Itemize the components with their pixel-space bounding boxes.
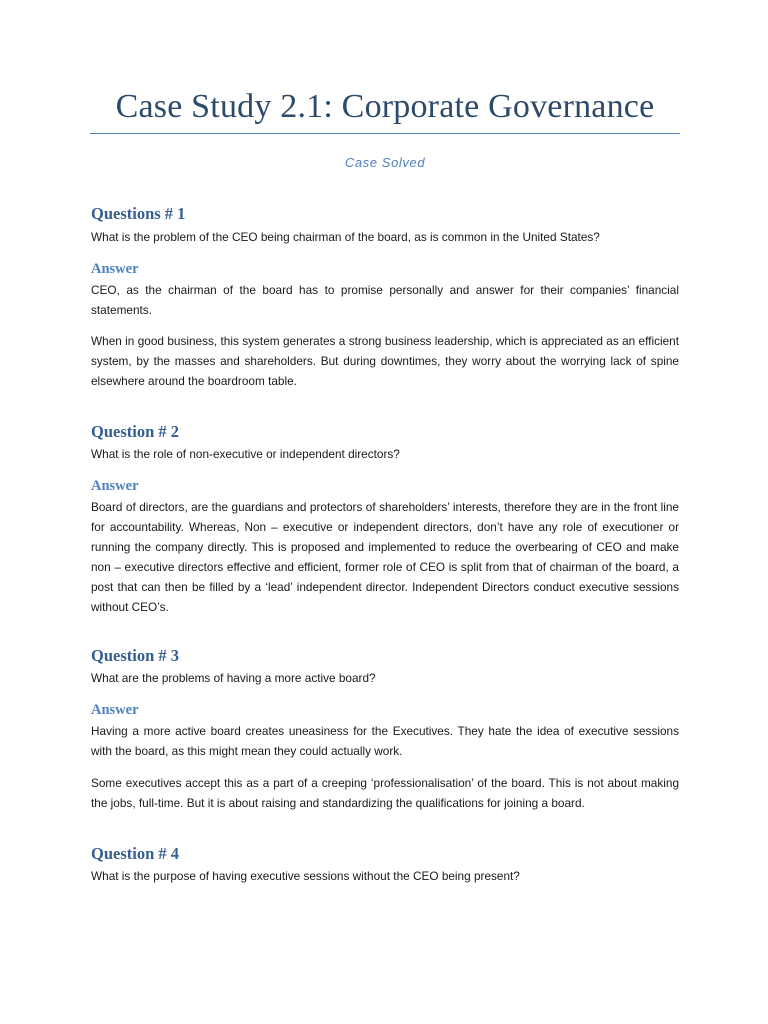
question-1-heading: Questions # 1 (91, 204, 186, 223)
answer-1-paragraph-1: CEO, as the chairman of the board has to promise personally and answer for their companies’ financial statements. (91, 283, 679, 317)
question-4-heading: Question # 4 (91, 844, 180, 863)
question-3-text: What are the problems of having a more active board? (91, 671, 376, 685)
answer-2-paragraph-1: Board of directors, are the guardians and protectors of shareholders’ interests, therefore they are in the front line for accountability. Whereas, Non – executive or independent directors, don’t have any role of executioner or running the company directly. This is proposed and implemented to reduce the overbearing of CEO and make non – executive directors effective and efficient, former role of CEO is split from that of chairman of the board, a post that can then be filled by a ‘lead’ independent director. Independent Directors conduct executive sessions without CEO’s. (91, 500, 679, 614)
answer-3-paragraph-1: Having a more active board creates uneasiness for the Executives. They hate the idea of executive sessions with the board, as this might mean they could actually work. (91, 724, 679, 758)
document-subtitle: Case Solved (344, 155, 426, 170)
title-divider (90, 133, 680, 134)
question-2-heading: Question # 2 (91, 422, 180, 441)
answer-2-heading: Answer (91, 478, 139, 494)
answer-1-heading: Answer (91, 261, 139, 277)
question-3-heading: Question # 3 (91, 646, 180, 665)
answer-3-heading: Answer (91, 702, 139, 718)
question-4-text: What is the purpose of having executive sessions without the CEO being present? (91, 869, 520, 883)
answer-1-paragraph-2: When in good business, this system generates a strong business leadership, which is appreciated as an efficient system, by the masses and shareholders. But during downtimes, they worry about the worrying lack of spine elsewhere around the boardroom table. (91, 334, 679, 388)
question-2-text: What is the role of non-executive or independent directors? (91, 447, 400, 461)
document-title: Case Study 2.1: Corporate Governance (115, 88, 655, 125)
answer-3-paragraph-2: Some executives accept this as a part of a creeping ‘professionalisation’ of the board. This is not about making the jobs, full-time. But it is about raising and standardizing the qualifications for joining a board. (91, 776, 679, 810)
question-1-text: What is the problem of the CEO being chairman of the board, as is common in the United States? (91, 230, 600, 244)
